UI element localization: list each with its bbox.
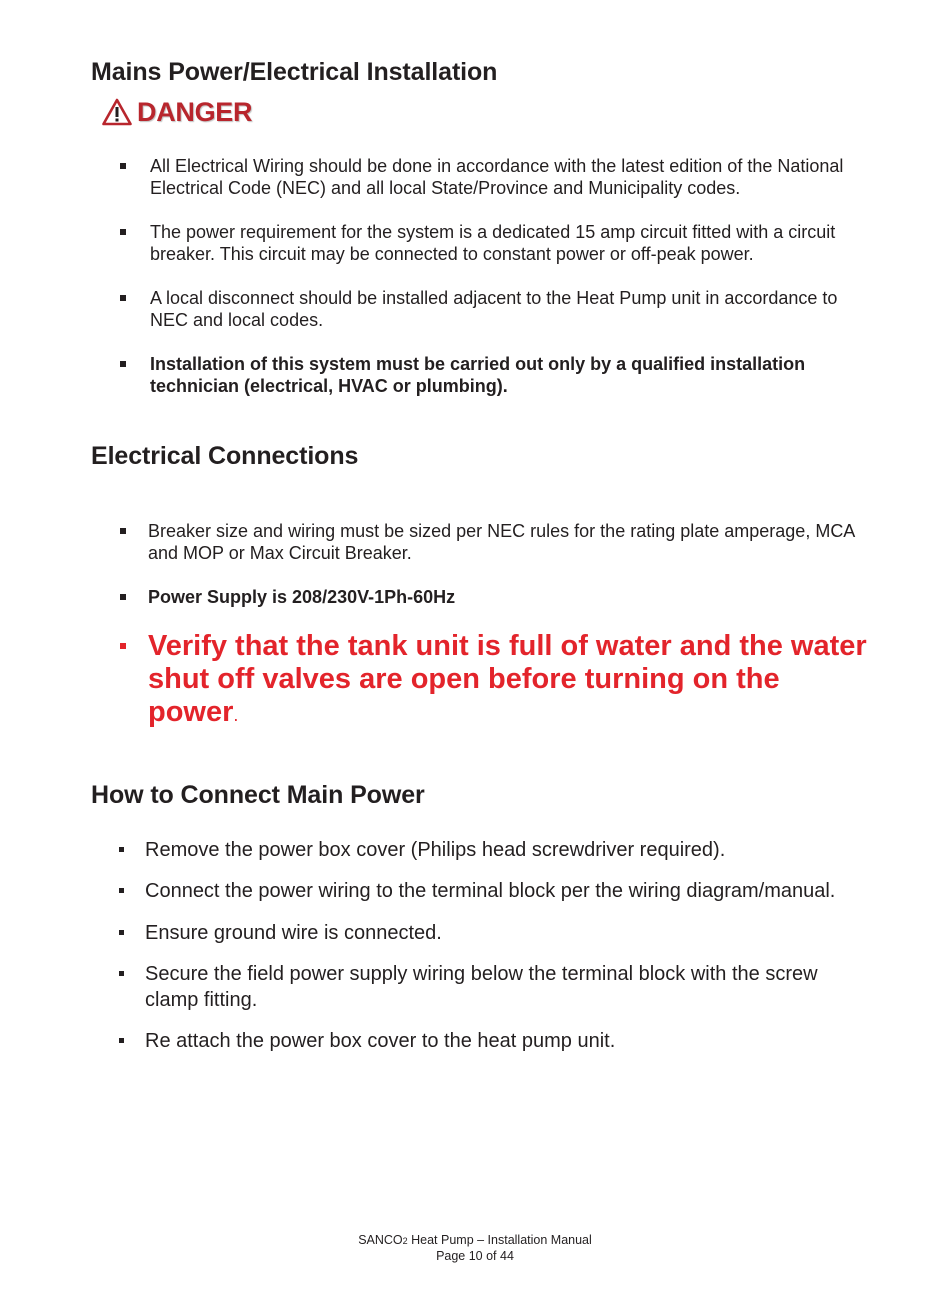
section-heading-mains: Mains Power/Electrical Installation: [91, 58, 498, 86]
list-item-text: The power requirement for the system is a dedicated 15 amp circuit fitted with a circuit breaker. This circuit may be connected to constant power or off-peak power.: [150, 222, 836, 264]
footer-title: [0, 1233, 950, 1247]
footer-brand-subscript: 2: [402, 1236, 408, 1246]
danger-text: DANGER: [137, 96, 253, 127]
danger-label: [102, 95, 252, 129]
list-item-text: Re attach the power box cover to the heat pump unit.: [145, 1030, 616, 1052]
list-item-text: Breaker size and wiring must be sized per NEC rules for the rating plate amperage, MCA and MOP or Max Circuit Breaker.: [148, 521, 855, 563]
bullet-icon: [119, 930, 124, 935]
list-item-text: Remove the power box cover (Philips head screwdriver required).: [145, 839, 726, 861]
bullet-icon: [119, 888, 124, 893]
bullet-icon: [120, 528, 126, 534]
bullet-icon: [119, 1038, 124, 1043]
footer-title-rest: Heat Pump – Installation Manual: [407, 1233, 592, 1247]
bullet-icon: [120, 643, 126, 649]
list-item-text: Connect the power wiring to the terminal block per the wiring diagram/manual.: [145, 880, 836, 902]
warning-text-block: [148, 630, 868, 729]
section-heading-connect: How to Connect Main Power: [91, 781, 425, 809]
section-heading-electrical: Electrical Connections: [91, 442, 359, 470]
warning-triangle-icon: [102, 98, 132, 126]
bullet-icon: [119, 847, 124, 852]
list-item-text: Secure the field power supply wiring below the terminal block with the screw clamp fitting.: [145, 963, 818, 1011]
bullet-icon: [120, 594, 126, 600]
footer-page-number: Page 10 of 44: [436, 1249, 514, 1263]
warning-period: .: [233, 705, 239, 725]
list-item-text: All Electrical Wiring should be done in accordance with the latest edition of the National Electrical Code (NEC) and all local State/Province and Municipality codes.: [150, 156, 844, 198]
list-item-text: Power Supply is 208/230V-1Ph-60Hz: [148, 587, 456, 607]
bullet-icon: [120, 163, 126, 169]
bullet-icon: [119, 971, 124, 976]
bullet-icon: [120, 229, 126, 235]
list-item-text: A local disconnect should be installed adjacent to the Heat Pump unit in accordance to NEC and local codes.: [150, 288, 838, 330]
list-item-text: Installation of this system must be carried out only by a qualified installation technician (electrical, HVAC or plumbing).: [150, 354, 806, 396]
bullet-icon: [120, 295, 126, 301]
warning-text: Verify that the tank unit is full of water and the water shut off valves are open before turning on the power: [148, 630, 867, 728]
footer-brand: SANCO: [358, 1233, 403, 1247]
list-item-text: Ensure ground wire is connected.: [145, 922, 442, 944]
bullet-icon: [120, 361, 126, 367]
